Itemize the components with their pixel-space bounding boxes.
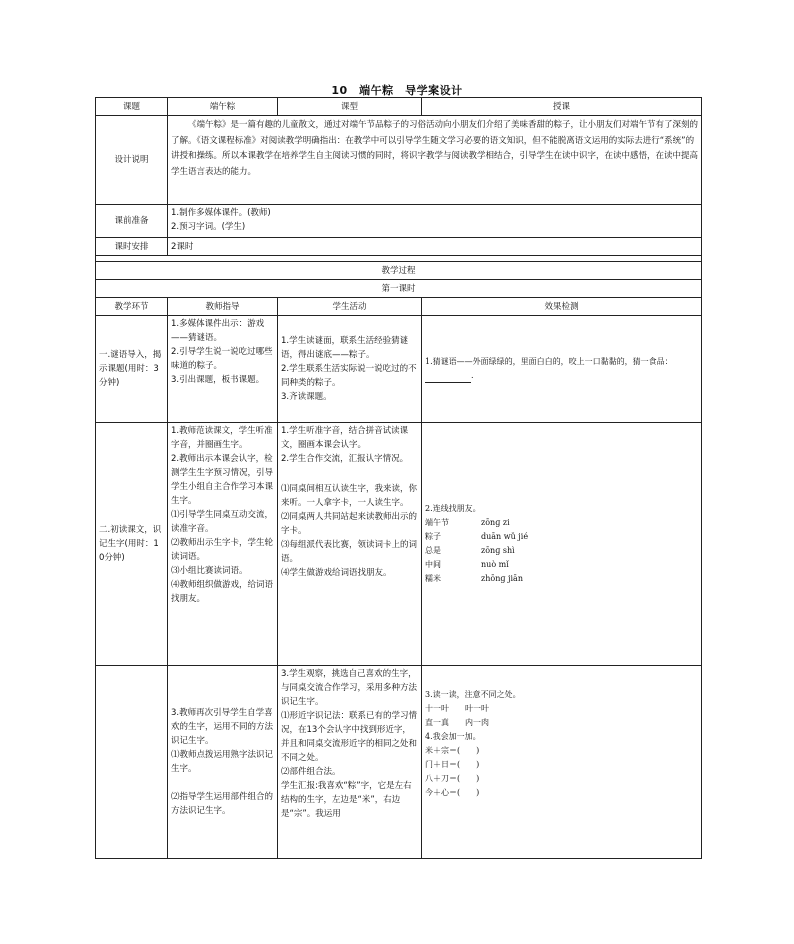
- word: 中间: [425, 560, 442, 569]
- match-pair: [425, 544, 698, 558]
- teacher-cell: [168, 316, 278, 423]
- prep-item: 1.制作多媒体课件。(教师): [171, 208, 271, 218]
- pinyin: zōnɡ shì: [481, 546, 515, 555]
- student-cell: [278, 316, 422, 423]
- column-header: 效果检测: [422, 298, 702, 316]
- student-cell: [278, 423, 422, 666]
- schedule-row: [96, 238, 702, 256]
- type-value: 授课: [422, 98, 702, 116]
- teacher-step: ⑶小组比赛读词语。: [171, 566, 248, 576]
- pinyin: zhōnɡ jiān: [481, 574, 523, 583]
- student-step: 学生汇报:我喜欢“粽”字，它是左右结构的生字，左边是“米”，右边是“宗”。我运用: [281, 781, 412, 819]
- student-cell: [278, 666, 422, 859]
- pinyin: zōnɡ zi: [481, 518, 510, 527]
- match-pair: [425, 572, 698, 586]
- student-step: ⑵同桌两人共同站起来读教师出示的字卡。: [281, 512, 418, 536]
- schedule-label: 课时安排: [96, 238, 168, 256]
- pinyin: nuò mǐ: [481, 560, 509, 569]
- column-header: 教学环节: [96, 298, 168, 316]
- teacher-step: 2.教师出示本课会认字，检测学生生字预习情况，引导学生小组自主合作学习本课生字。: [171, 454, 274, 506]
- design-row: [96, 116, 702, 205]
- teacher-step: ⑴教师点拨运用熟字法识记生字。: [171, 750, 274, 774]
- teacher-step: ⑷教师组织做游戏，给词语找朋友。: [171, 580, 274, 604]
- stage-cell: 二.初读课文，识记生字(用时：10分钟): [96, 423, 168, 666]
- student-step: ⑶每组派代表比赛，领读词卡上的词语。: [281, 540, 418, 564]
- page-title: 10 端午粽 导学案设计: [331, 84, 463, 97]
- check-cell: [422, 666, 702, 859]
- match-pair: [425, 558, 698, 572]
- check-line: 今＋心＝( ): [425, 788, 480, 797]
- prep-label: 课前准备: [96, 205, 168, 238]
- prep-items: [168, 205, 702, 238]
- match-pair: [425, 516, 698, 530]
- word: 糯米: [425, 574, 442, 583]
- student-step: ⑷学生做游戏给词语找朋友。: [281, 568, 392, 578]
- prep-row: [96, 205, 702, 238]
- teacher-step: 2.引导学生说一说吃过哪些味道的粽子。: [171, 347, 273, 371]
- student-step: ⑴形近字识记法：联系已有的学习情况，在13个会认字中找到形近字，并且和同桌交流形近字的相同之处和不同之处。: [281, 711, 418, 763]
- teacher-step: ⑴引导学生同桌互动交流，读准字音。: [171, 510, 274, 534]
- check-line: 直一真 内一肉: [425, 718, 490, 727]
- student-step: ⑴同桌间相互认读生字，我来读，你来听。一人拿字卡，一人读生字。: [281, 484, 418, 508]
- pinyin: duān wǔ jié: [481, 532, 529, 541]
- student-step: 2.学生联系生活实际说一说吃过的不同种类的粽子。: [281, 364, 417, 388]
- check-line: 门＋日＝( ): [425, 760, 480, 769]
- course-value: 端午粽: [168, 98, 278, 116]
- process-title: 教学过程: [96, 262, 702, 280]
- student-step: 3.齐读课题。: [281, 392, 332, 402]
- teacher-cell: [168, 666, 278, 859]
- table-row: [96, 666, 702, 859]
- teacher-step: ⑵教师出示生字卡，学生轮读词语。: [171, 538, 274, 562]
- teacher-step: 1.多媒体课件出示：游戏——猜谜语。: [171, 319, 265, 343]
- column-header-row: [96, 298, 702, 316]
- teacher-step: 1.教师范读课文，学生听准字音，并圈画生字。: [171, 426, 273, 450]
- word: 总是: [425, 546, 442, 555]
- check-cell: [422, 423, 702, 666]
- word: 端午节: [425, 518, 450, 527]
- process-row: [96, 262, 702, 280]
- type-label: 课型: [278, 98, 422, 116]
- check-line: 4.我会加一加。: [425, 732, 481, 741]
- student-step: 3.学生观察，挑选自己喜欢的生字，与同桌交流合作学习，采用多种方法识记生字。: [281, 669, 418, 707]
- column-header: 学生活动: [278, 298, 422, 316]
- answer-blank: [425, 373, 471, 383]
- table-row: [96, 423, 702, 666]
- check-line: 米＋宗＝( ): [425, 746, 480, 755]
- student-step: 1.学生读谜面，联系生活经验猜谜语，得出谜底——粽子。: [281, 336, 409, 360]
- prep-item: 2.预习字词。(学生): [171, 222, 246, 232]
- header-row: [96, 98, 702, 116]
- table-row: [96, 316, 702, 423]
- lesson-title: 第一课时: [96, 280, 702, 298]
- stage-cell: 一.谜语导入，揭示课题(用时：3分钟): [96, 316, 168, 423]
- teacher-cell: [168, 423, 278, 666]
- teacher-step: ⑵指导学生运用部件组合的方法识记生字。: [171, 792, 274, 816]
- lesson-row: [96, 280, 702, 298]
- match-pair: [425, 530, 698, 544]
- student-step: 1.学生听准字音，结合拼音试读课文，圈画本课会认字。: [281, 426, 409, 450]
- lesson-plan-table: [95, 97, 702, 859]
- design-label: 设计说明: [96, 116, 168, 205]
- word: 粽子: [425, 532, 442, 541]
- student-step: ⑵部件组合法。: [281, 767, 341, 777]
- column-header: 教师指导: [168, 298, 278, 316]
- check-title: 3.读一读，注意不同之处。: [425, 690, 521, 699]
- check-title: 2.连线找朋友。: [425, 504, 481, 513]
- schedule-value: 2课时: [168, 238, 702, 256]
- check-cell: 1.猜谜语——外面绿绿的，里面白白的，咬上一口黏黏的，猜一食品：.: [422, 316, 702, 423]
- student-step: 2.学生合作交流，汇报认字情况。: [281, 454, 409, 464]
- design-text: 《端午粽》是一篇有趣的儿童散文，通过对端午节品粽子的习俗活动向小朋友们介绍了美味香甜的粽子，让小朋友们对端午节有了深刻的了解。《语文课程标准》对阅读教学明确指出：在教学中可以引导学生随文学习必要的语文知识，但不能脱离语文运用的实际去进行“系统”的讲授和操练。所以本课教学在培养学生自主阅读习惯的同时，将识字教学与阅读教学相结合，引导学生在读中识字，在读中感悟，在读中提高学生语言表达的能力。: [168, 116, 702, 205]
- course-label: 课题: [96, 98, 168, 116]
- stage-cell: [96, 666, 168, 859]
- check-text: 1.猜谜语——外面绿绿的，里面白白的，咬上一口黏黏的，猜一食品：: [425, 357, 673, 366]
- check-line: 八＋刀＝( ): [425, 774, 480, 783]
- teacher-step: 3.教师再次引导学生自学喜欢的生字，运用不同的方法识记生字。: [171, 708, 274, 746]
- check-line: 十一叶 叶一叶: [425, 704, 490, 713]
- teacher-step: 3.引出课题，板书课题。: [171, 375, 265, 385]
